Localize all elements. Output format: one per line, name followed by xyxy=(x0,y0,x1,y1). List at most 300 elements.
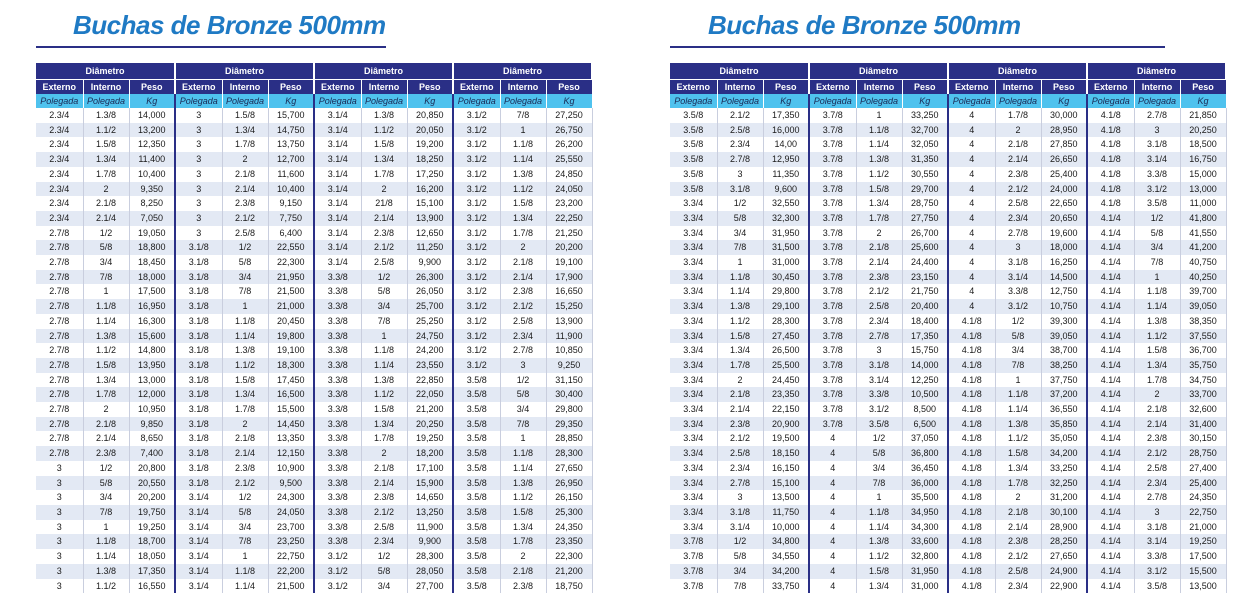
table-cell: 3.5/8 xyxy=(670,182,717,197)
table-cell: 12,150 xyxy=(268,446,314,461)
table-cell: 19,750 xyxy=(129,505,175,520)
table-cell: 29,800 xyxy=(546,402,592,417)
table-cell: 32,250 xyxy=(1041,476,1087,491)
table-cell: 14,00 xyxy=(763,137,809,152)
table-cell: 13,200 xyxy=(129,123,175,138)
table-cell: 3.1/8 xyxy=(175,299,222,314)
table-cell: 1/2 xyxy=(83,226,129,241)
table-cell: 2.1/8 xyxy=(500,564,546,579)
table-cell: 23,350 xyxy=(763,387,809,402)
table-cell: 5/8 xyxy=(361,564,407,579)
table-row xyxy=(36,520,592,535)
table-cell: 25,700 xyxy=(407,299,453,314)
table-cell: 13,500 xyxy=(763,490,809,505)
table-cell: 3.5/8 xyxy=(453,476,500,491)
table-cell: 5/8 xyxy=(361,284,407,299)
table-cell: 3.5/8 xyxy=(453,461,500,476)
table-cell: 2.1/8 xyxy=(500,255,546,270)
table-cell: 24,400 xyxy=(902,255,948,270)
table-cell: 4.1/4 xyxy=(1087,534,1134,549)
table-cell: 30,150 xyxy=(1180,431,1226,446)
table-cell: 4.1/4 xyxy=(1087,402,1134,417)
table-cell: 3.1/4 xyxy=(314,226,361,241)
table-cell: 2.3/8 xyxy=(500,284,546,299)
table-cell: 3.1/2 xyxy=(453,314,500,329)
table-cell: 3 xyxy=(717,490,763,505)
table-cell: 2.7/8 xyxy=(36,226,83,241)
table-row xyxy=(670,564,1226,579)
table-cell: 3.3/8 xyxy=(314,299,361,314)
table-cell: 2 xyxy=(83,182,129,197)
table-cell: 19,600 xyxy=(1041,226,1087,241)
table-cell: 1.1/2 xyxy=(717,314,763,329)
table-cell: 1.7/8 xyxy=(995,108,1041,123)
unit-polegada: Polegada xyxy=(222,94,268,108)
table-cell: 15,500 xyxy=(268,402,314,417)
interno-header: Interno xyxy=(995,80,1041,95)
table-cell: 25,550 xyxy=(546,152,592,167)
table-cell: 3.1/2 xyxy=(453,226,500,241)
table-cell: 37,050 xyxy=(902,431,948,446)
table-cell: 2.3/4 xyxy=(717,461,763,476)
table-row xyxy=(670,167,1226,182)
table-cell: 2.5/8 xyxy=(995,564,1041,579)
table-cell: 3 xyxy=(175,152,222,167)
table-cell: 19,050 xyxy=(129,226,175,241)
interno-header: Interno xyxy=(717,80,763,95)
table-cell: 18,300 xyxy=(268,358,314,373)
table-cell: 2.5/8 xyxy=(856,299,902,314)
table-cell: 29,350 xyxy=(546,417,592,432)
table-cell: 10,000 xyxy=(763,520,809,535)
table-cell: 3.5/8 xyxy=(453,579,500,594)
table-cell: 2.1/8 xyxy=(222,167,268,182)
table-cell: 24,000 xyxy=(1041,182,1087,197)
table-row xyxy=(36,579,592,594)
table-cell: 2.1/4 xyxy=(83,431,129,446)
table-cell: 1.1/8 xyxy=(500,446,546,461)
table-cell: 4.1/4 xyxy=(1087,490,1134,505)
table-cell: 16,500 xyxy=(268,387,314,402)
table-cell: 2 xyxy=(222,417,268,432)
table-cell: 1/2 xyxy=(83,461,129,476)
table-cell: 1.7/8 xyxy=(717,358,763,373)
table-cell: 34,200 xyxy=(763,564,809,579)
table-cell: 19,100 xyxy=(546,255,592,270)
table-cell: 37,550 xyxy=(1180,329,1226,344)
table-cell: 13,950 xyxy=(129,358,175,373)
table-cell: 7/8 xyxy=(222,284,268,299)
table-cell: 3 xyxy=(175,226,222,241)
table-cell: 3.3/4 xyxy=(670,505,717,520)
table-cell: 38,700 xyxy=(1041,343,1087,358)
table-cell: 5/8 xyxy=(222,505,268,520)
table-cell: 3.1/8 xyxy=(856,358,902,373)
group-header-row xyxy=(36,63,592,80)
table-cell: 4.1/8 xyxy=(1087,167,1134,182)
table-cell: 4.1/8 xyxy=(948,520,995,535)
table-cell: 4.1/4 xyxy=(1087,314,1134,329)
table-row xyxy=(670,373,1226,388)
table-cell: 2.5/8 xyxy=(717,123,763,138)
table-cell: 1.5/8 xyxy=(222,373,268,388)
table-cell: 21,200 xyxy=(546,564,592,579)
table-cell: 3.3/4 xyxy=(670,461,717,476)
table-cell: 1.5/8 xyxy=(717,329,763,344)
table-cell: 28,300 xyxy=(546,446,592,461)
table-cell: 8,250 xyxy=(129,196,175,211)
table-cell: 1.1/2 xyxy=(361,387,407,402)
diametro-header: Diâmetro xyxy=(948,63,1087,80)
table-cell: 26,300 xyxy=(407,270,453,285)
table-cell: 41,800 xyxy=(1180,211,1226,226)
table-cell: 35,750 xyxy=(1180,358,1226,373)
table-cell: 37,750 xyxy=(1041,373,1087,388)
table-cell: 17,900 xyxy=(546,270,592,285)
table-row xyxy=(36,226,592,241)
column-header-row xyxy=(36,80,592,95)
table-row xyxy=(670,476,1226,491)
table-cell: 2.3/4 xyxy=(361,534,407,549)
table-cell: 1/2 xyxy=(717,534,763,549)
table-cell: 3.1/4 xyxy=(717,520,763,535)
table-row xyxy=(36,329,592,344)
externo-header: Externo xyxy=(175,80,222,95)
group-header-row xyxy=(670,63,1226,80)
table-cell: 1.3/4 xyxy=(995,461,1041,476)
table-cell: 10,750 xyxy=(1041,299,1087,314)
table-cell: 25,400 xyxy=(1041,167,1087,182)
title-divider xyxy=(36,46,386,48)
table-cell: 5/8 xyxy=(83,476,129,491)
table-cell: 2 xyxy=(500,240,546,255)
table-cell: 4.1/4 xyxy=(1087,270,1134,285)
bushing-table-right xyxy=(670,63,1227,593)
table-cell: 24,350 xyxy=(1180,490,1226,505)
table-cell: 5/8 xyxy=(717,549,763,564)
table-cell: 1.1/8 xyxy=(83,299,129,314)
unit-polegada: Polegada xyxy=(856,94,902,108)
unit-polegada: Polegada xyxy=(453,94,500,108)
table-cell: 17,350 xyxy=(763,108,809,123)
table-cell: 3.3/4 xyxy=(670,329,717,344)
table-cell: 28,750 xyxy=(902,196,948,211)
table-cell: 3/4 xyxy=(361,579,407,594)
table-cell: 1.7/8 xyxy=(361,167,407,182)
table-row xyxy=(36,446,592,461)
table-cell: 3.1/4 xyxy=(314,211,361,226)
table-cell: 23,350 xyxy=(546,534,592,549)
table-cell: 2.7/8 xyxy=(717,152,763,167)
table-cell: 39,700 xyxy=(1180,284,1226,299)
peso-header: Peso xyxy=(763,80,809,95)
table-cell: 1.1/8 xyxy=(995,387,1041,402)
table-cell: 18,800 xyxy=(129,240,175,255)
table-cell: 1.3/4 xyxy=(500,520,546,535)
table-cell: 26,150 xyxy=(546,490,592,505)
table-cell: 1.3/8 xyxy=(222,343,268,358)
table-cell: 11,750 xyxy=(763,505,809,520)
table-cell: 3.7/8 xyxy=(809,240,856,255)
bushing-table-left xyxy=(36,63,593,593)
table-cell: 2.7/8 xyxy=(36,446,83,461)
table-cell: 3 xyxy=(175,196,222,211)
table-cell: 3.1/2 xyxy=(453,167,500,182)
table-cell: 4.1/4 xyxy=(1087,461,1134,476)
table-cell: 2.5/8 xyxy=(361,520,407,535)
table-cell: 2.3/4 xyxy=(36,211,83,226)
table-cell: 21/8 xyxy=(361,196,407,211)
table-cell: 3.5/8 xyxy=(453,534,500,549)
table-cell: 2 xyxy=(361,182,407,197)
table-cell: 29,100 xyxy=(763,299,809,314)
table-cell: 4.1/4 xyxy=(1087,329,1134,344)
table-row xyxy=(670,358,1226,373)
table-cell: 4 xyxy=(948,299,995,314)
table-row xyxy=(36,387,592,402)
table-row xyxy=(36,167,592,182)
table-cell: 28,050 xyxy=(407,564,453,579)
table-cell: 2.1/4 xyxy=(83,211,129,226)
table-row xyxy=(670,431,1226,446)
table-cell: 21,200 xyxy=(407,402,453,417)
table-cell: 26,700 xyxy=(902,226,948,241)
table-cell: 27,750 xyxy=(902,211,948,226)
table-cell: 3.5/8 xyxy=(453,446,500,461)
table-cell: 3.7/8 xyxy=(809,402,856,417)
table-cell: 7,050 xyxy=(129,211,175,226)
table-cell: 13,750 xyxy=(268,137,314,152)
table-cell: 15,250 xyxy=(546,299,592,314)
table-cell: 12,650 xyxy=(407,226,453,241)
table-cell: 24,450 xyxy=(763,373,809,388)
table-cell: 30,550 xyxy=(902,167,948,182)
table-cell: 1.1/2 xyxy=(500,490,546,505)
table-cell: 36,000 xyxy=(902,476,948,491)
table-cell: 33,600 xyxy=(902,534,948,549)
table-cell: 1.7/8 xyxy=(1134,373,1180,388)
table-cell: 4.1/8 xyxy=(948,417,995,432)
table-cell: 23,550 xyxy=(407,358,453,373)
table-cell: 3.7/8 xyxy=(809,270,856,285)
table-cell: 16,650 xyxy=(546,284,592,299)
table-cell: 1.7/8 xyxy=(500,226,546,241)
unit-polegada: Polegada xyxy=(717,94,763,108)
table-cell: 1.1/2 xyxy=(500,182,546,197)
table-cell: 1 xyxy=(500,431,546,446)
table-cell: 7/8 xyxy=(856,476,902,491)
table-cell: 32,050 xyxy=(902,137,948,152)
table-cell: 3.7/8 xyxy=(809,167,856,182)
diametro-header: Diâmetro xyxy=(36,63,175,80)
table-cell: 2.1/2 xyxy=(1134,446,1180,461)
table-cell: 30,400 xyxy=(546,387,592,402)
table-cell: 24,750 xyxy=(407,329,453,344)
table-cell: 2.1/8 xyxy=(83,196,129,211)
table-cell: 1.1/4 xyxy=(500,152,546,167)
table-cell: 1/2 xyxy=(361,270,407,285)
table-cell: 1.3/8 xyxy=(83,108,129,123)
table-cell: 3.1/4 xyxy=(314,152,361,167)
table-cell: 3.7/8 xyxy=(809,387,856,402)
table-cell: 26,050 xyxy=(407,284,453,299)
peso-header: Peso xyxy=(268,80,314,95)
table-cell: 36,550 xyxy=(1041,402,1087,417)
table-cell: 21,500 xyxy=(268,579,314,594)
table-row xyxy=(36,314,592,329)
table-cell: 2.5/8 xyxy=(222,226,268,241)
table-cell: 1.1/2 xyxy=(361,123,407,138)
table-cell: 12,700 xyxy=(268,152,314,167)
table-cell: 3.5/8 xyxy=(670,137,717,152)
table-cell: 14,500 xyxy=(1041,270,1087,285)
unit-header-row xyxy=(670,94,1226,108)
table-cell: 3.3/4 xyxy=(670,226,717,241)
table-cell: 3 xyxy=(36,476,83,491)
table-cell: 3.1/8 xyxy=(175,358,222,373)
table-cell: 20,650 xyxy=(1041,211,1087,226)
table-cell: 3.7/8 xyxy=(809,373,856,388)
table-cell: 3.3/4 xyxy=(670,387,717,402)
table-row xyxy=(670,152,1226,167)
table-cell: 1.1/2 xyxy=(83,579,129,594)
table-cell: 1.5/8 xyxy=(1134,343,1180,358)
table-cell: 1.3/8 xyxy=(83,564,129,579)
table-cell: 8,650 xyxy=(129,431,175,446)
diametro-header: Diâmetro xyxy=(670,63,809,80)
table-cell: 1.3/8 xyxy=(361,108,407,123)
table-cell: 3.7/8 xyxy=(809,358,856,373)
table-cell: 3.1/4 xyxy=(1134,534,1180,549)
table-cell: 20,400 xyxy=(902,299,948,314)
table-cell: 34,300 xyxy=(902,520,948,535)
table-cell: 2.3/4 xyxy=(500,329,546,344)
table-cell: 25,500 xyxy=(763,358,809,373)
table-cell: 31,500 xyxy=(763,240,809,255)
table-cell: 7/8 xyxy=(995,358,1041,373)
table-cell: 38,350 xyxy=(1180,314,1226,329)
table-cell: 3.1/8 xyxy=(175,417,222,432)
table-cell: 1.3/8 xyxy=(856,534,902,549)
table-cell: 7/8 xyxy=(361,314,407,329)
table-cell: 2.1/4 xyxy=(1134,417,1180,432)
table-cell: 3.1/4 xyxy=(175,579,222,594)
table-cell: 3.7/8 xyxy=(809,211,856,226)
table-cell: 24,850 xyxy=(546,167,592,182)
table-cell: 2.7/8 xyxy=(717,476,763,491)
table-cell: 13,900 xyxy=(546,314,592,329)
table-cell: 15,000 xyxy=(1180,167,1226,182)
table-cell: 1/2 xyxy=(1134,211,1180,226)
table-cell: 3.1/8 xyxy=(175,284,222,299)
diametro-header: Diâmetro xyxy=(314,63,453,80)
table-cell: 3/4 xyxy=(361,299,407,314)
unit-polegada: Polegada xyxy=(175,94,222,108)
table-cell: 3 xyxy=(1134,505,1180,520)
table-cell: 4.1/4 xyxy=(1087,358,1134,373)
table-cell: 12,950 xyxy=(763,152,809,167)
table-cell: 2.7/8 xyxy=(36,343,83,358)
table-cell: 3.1/4 xyxy=(314,182,361,197)
table-cell: 32,600 xyxy=(1180,402,1226,417)
table-cell: 3.1/8 xyxy=(175,255,222,270)
table-cell: 1.3/8 xyxy=(995,417,1041,432)
table-cell: 2.7/8 xyxy=(856,329,902,344)
unit-polegada: Polegada xyxy=(314,94,361,108)
table-cell: 1.3/4 xyxy=(361,417,407,432)
table-cell: 3.7/8 xyxy=(670,534,717,549)
table-cell: 3.7/8 xyxy=(809,137,856,152)
table-cell: 26,750 xyxy=(546,123,592,138)
table-cell: 3/4 xyxy=(856,461,902,476)
table-cell: 7/8 xyxy=(500,417,546,432)
table-cell: 27,250 xyxy=(546,108,592,123)
table-cell: 1.1/2 xyxy=(222,358,268,373)
table-cell: 1.1/8 xyxy=(83,534,129,549)
table-cell: 2.3/4 xyxy=(36,137,83,152)
table-cell: 2.7/8 xyxy=(36,402,83,417)
peso-header: Peso xyxy=(129,80,175,95)
table-cell: 1.3/4 xyxy=(222,123,268,138)
table-row xyxy=(670,240,1226,255)
table-row xyxy=(670,387,1226,402)
table-cell: 2.1/4 xyxy=(222,182,268,197)
table-cell: 13,900 xyxy=(407,211,453,226)
unit-kg: Kg xyxy=(407,94,453,108)
table-cell: 1.1/4 xyxy=(856,520,902,535)
table-cell: 3.1/8 xyxy=(175,314,222,329)
table-cell: 2.5/8 xyxy=(361,255,407,270)
table-cell: 3.5/8 xyxy=(856,417,902,432)
table-row xyxy=(670,520,1226,535)
table-cell: 32,700 xyxy=(902,123,948,138)
table-cell: 4.1/8 xyxy=(948,387,995,402)
table-cell: 1.1/4 xyxy=(83,314,129,329)
table-cell: 41,200 xyxy=(1180,240,1226,255)
table-cell: 3 xyxy=(500,358,546,373)
table-cell: 1.5/8 xyxy=(83,137,129,152)
table-cell: 26,950 xyxy=(546,476,592,491)
externo-header: Externo xyxy=(314,80,361,95)
table-cell: 4.1/8 xyxy=(948,505,995,520)
table-cell: 1.7/8 xyxy=(500,534,546,549)
table-cell: 3.1/2 xyxy=(453,182,500,197)
table-cell: 2.3/4 xyxy=(995,211,1041,226)
table-cell: 3.5/8 xyxy=(453,402,500,417)
table-cell: 4.1/4 xyxy=(1087,505,1134,520)
table-cell: 30,100 xyxy=(1041,505,1087,520)
table-cell: 3.5/8 xyxy=(453,373,500,388)
table-cell: 16,950 xyxy=(129,299,175,314)
page-title: Buchas de Bronze 500mm xyxy=(73,10,386,40)
table-cell: 17,350 xyxy=(902,329,948,344)
table-row xyxy=(670,579,1226,594)
diametro-header: Diâmetro xyxy=(175,63,314,80)
table-cell: 3.3/8 xyxy=(314,358,361,373)
table-cell: 3.3/8 xyxy=(314,461,361,476)
table-cell: 2.3/8 xyxy=(1134,431,1180,446)
table-cell: 20,200 xyxy=(129,490,175,505)
table-cell: 15,600 xyxy=(129,329,175,344)
table-cell: 18,500 xyxy=(1180,137,1226,152)
table-cell: 9,600 xyxy=(763,182,809,197)
table-cell: 1.7/8 xyxy=(222,402,268,417)
table-cell: 1.3/8 xyxy=(1134,314,1180,329)
table-cell: 2 xyxy=(856,226,902,241)
table-cell: 1 xyxy=(717,255,763,270)
table-cell: 3.1/2 xyxy=(453,152,500,167)
table-cell: 2.1/2 xyxy=(500,299,546,314)
